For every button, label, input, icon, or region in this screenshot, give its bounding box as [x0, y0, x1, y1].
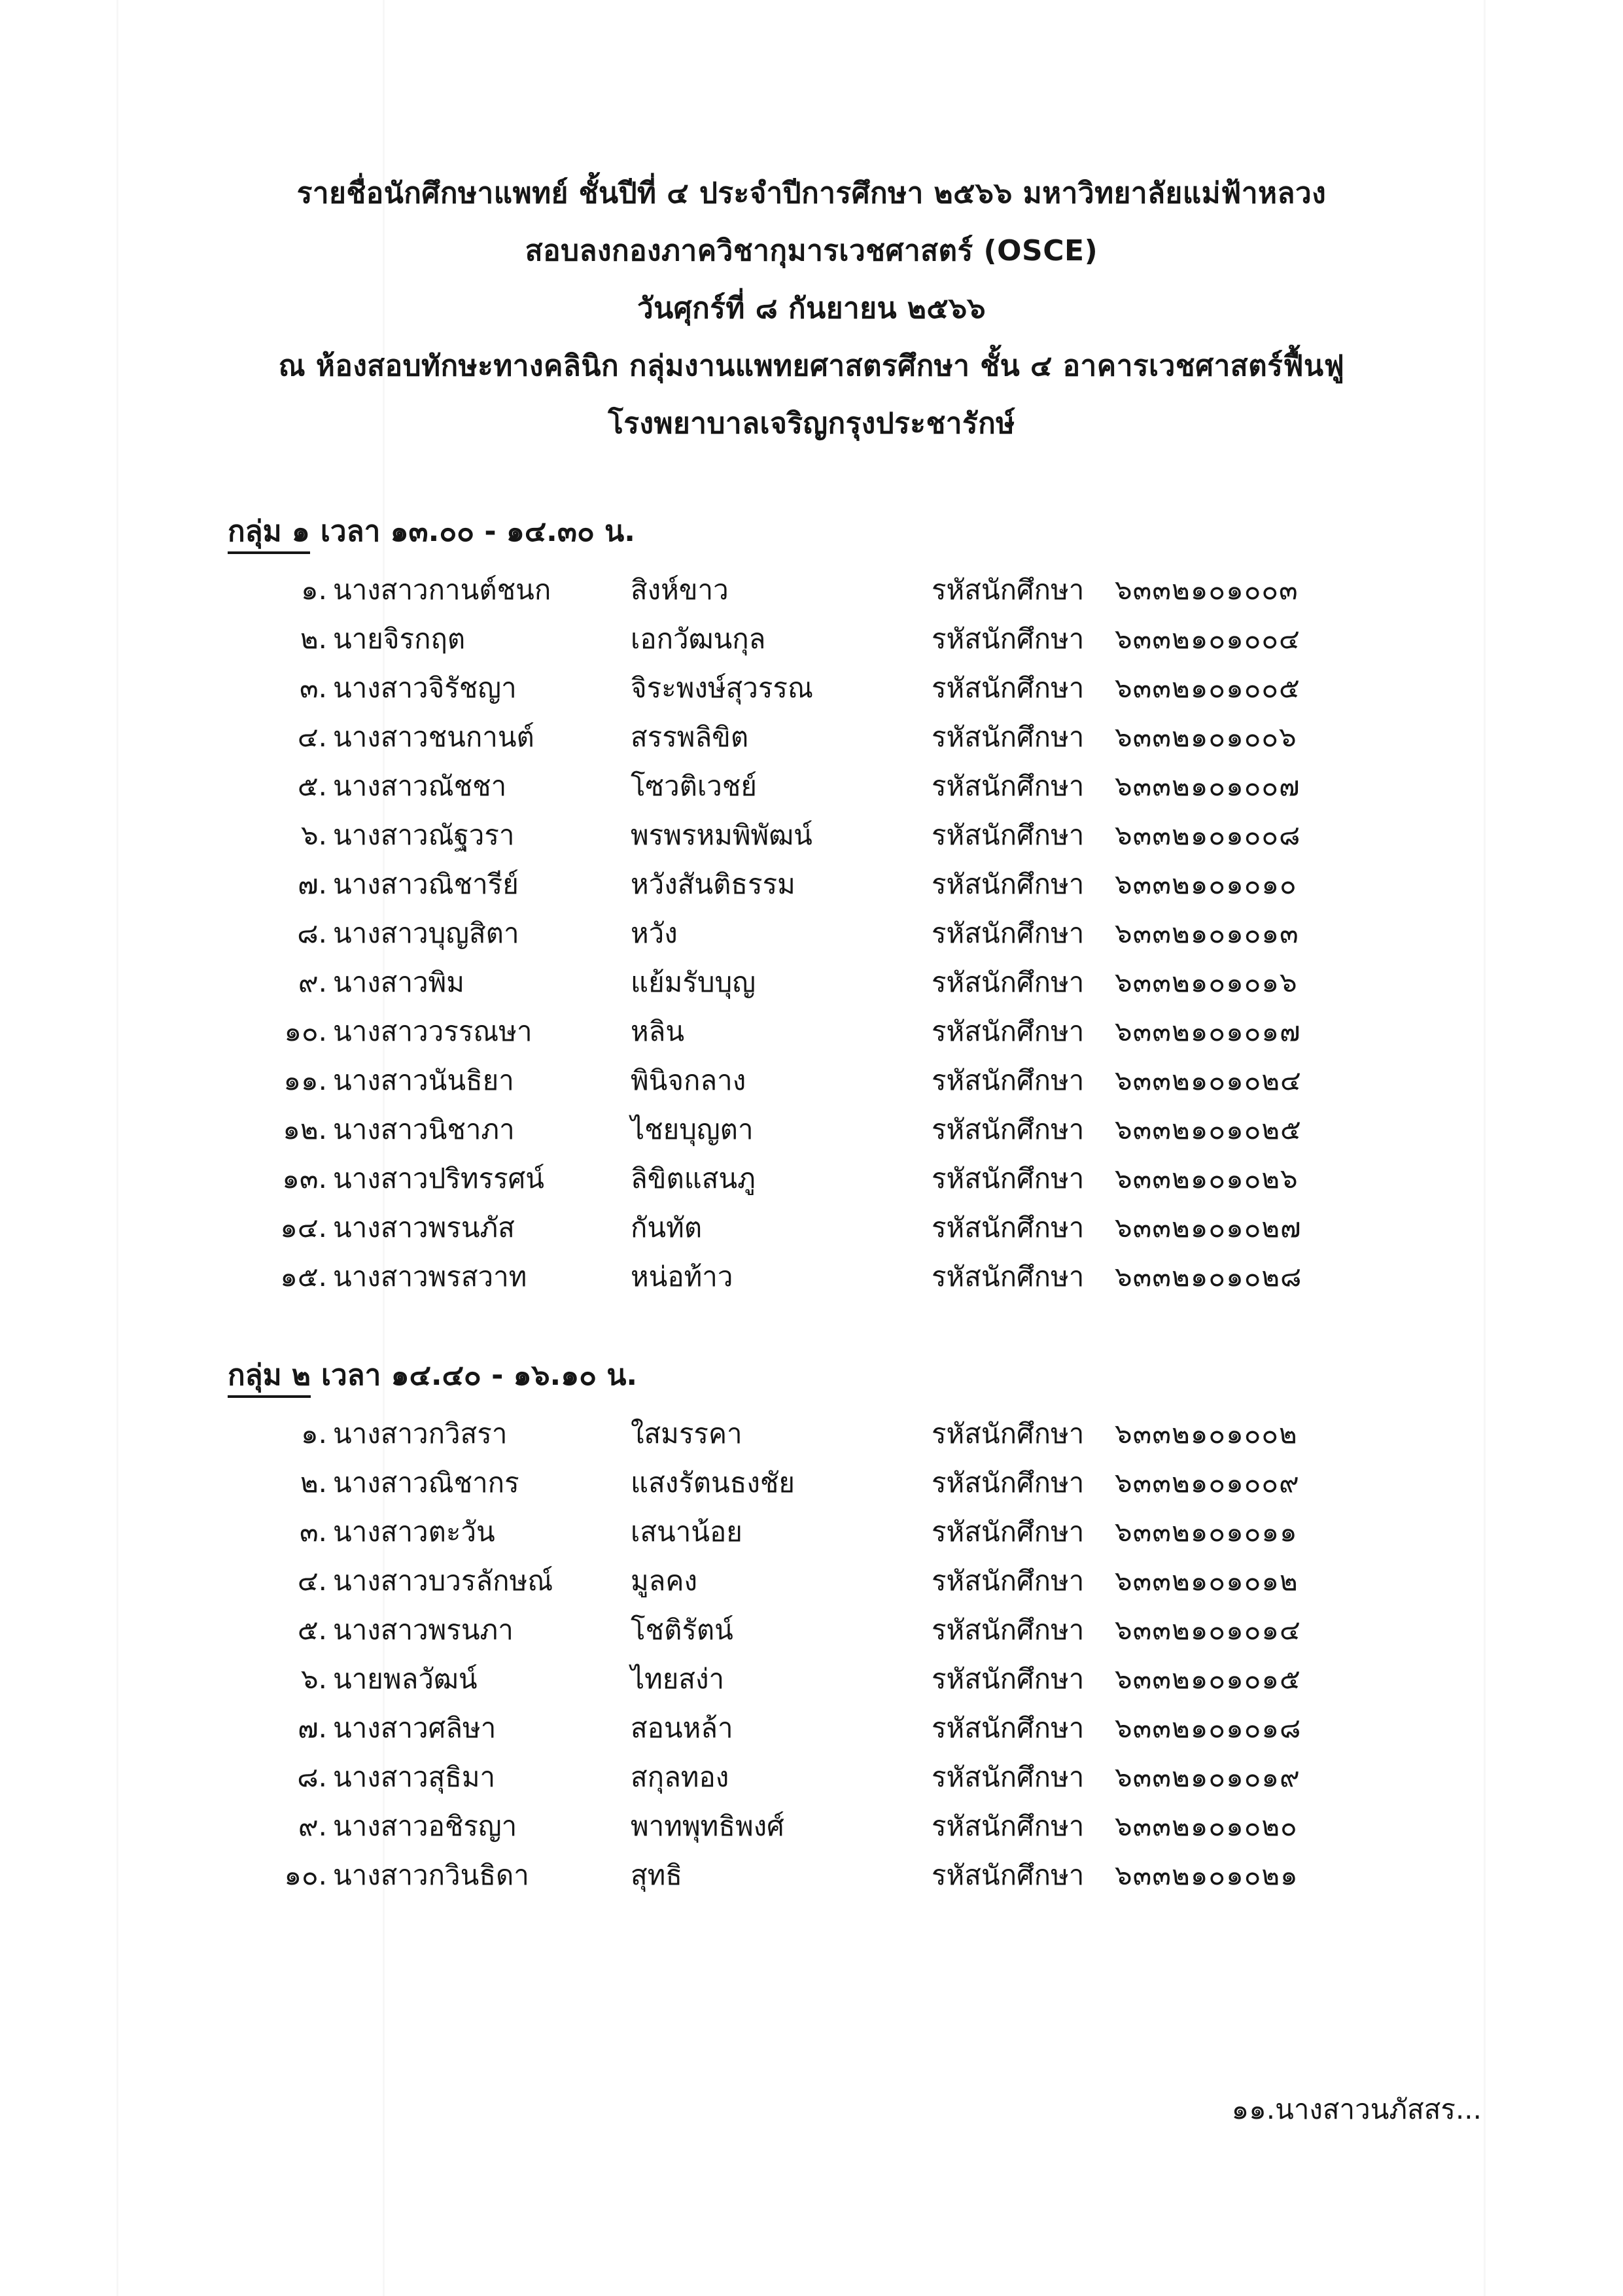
student-id-label: รหัสนักศึกษา	[932, 1015, 1085, 1047]
table-row	[262, 565, 1484, 614]
student-number: ๑๐.	[284, 1015, 327, 1047]
student-number: ๒.	[300, 622, 327, 655]
group-1-rows	[262, 565, 1484, 1301]
document-subtitle: สอบลงกองภาควิชากุมารเวชศาสตร์ (OSCE)	[525, 234, 1098, 268]
student-id-label: รหัสนักศึกษา	[932, 1260, 1085, 1293]
student-number: ๑๑.	[283, 1064, 327, 1096]
document-header	[0, 165, 1623, 453]
student-first-name: นางสาวกวิสรา	[333, 1417, 508, 1450]
student-id-value: ๖๓๓๒๑๐๑๐๐๒	[1115, 1417, 1298, 1450]
student-id-value: ๖๓๓๒๑๐๑๐๑๐	[1115, 867, 1297, 900]
student-first-name: นายพลวัฒน์	[333, 1662, 478, 1695]
student-surname: หน่อท้าว	[631, 1260, 733, 1293]
student-number: ๙.	[298, 965, 327, 998]
student-id-label: รหัสนักศึกษา	[932, 573, 1085, 606]
student-number: ๗.	[298, 1711, 327, 1744]
student-id-label: รหัสนักศึกษา	[932, 1809, 1085, 1842]
student-id-value: ๖๓๓๒๑๐๑๐๒๘	[1115, 1260, 1302, 1293]
student-surname: สกุลทอง	[631, 1760, 729, 1793]
table-row	[262, 1203, 1484, 1252]
student-id-value: ๖๓๓๒๑๐๑๐๑๙	[1115, 1760, 1300, 1793]
student-id-value: ๖๓๓๒๑๐๑๐๐๗	[1115, 769, 1300, 802]
student-surname: กันทัต	[631, 1211, 703, 1244]
group-2-heading	[228, 1355, 1484, 1409]
student-surname: สอนหล้า	[631, 1711, 733, 1744]
student-id-label: รหัสนักศึกษา	[932, 1858, 1085, 1891]
student-id-label: รหัสนักศึกษา	[932, 916, 1085, 949]
student-surname: ใสมรรคา	[631, 1417, 742, 1450]
student-id-value: ๖๓๓๒๑๐๑๐๑๘	[1115, 1711, 1302, 1744]
student-first-name: นางสาวณิชากร	[333, 1466, 519, 1499]
table-row	[262, 1752, 1484, 1801]
student-number: ๒.	[300, 1466, 327, 1499]
table-row	[262, 614, 1484, 663]
student-first-name: นางสาวบุญสิตา	[333, 916, 519, 949]
student-id-label: รหัสนักศึกษา	[932, 1613, 1085, 1646]
student-surname: พรพรหมพิพัฒน์	[631, 818, 812, 851]
student-first-name: นางสาวตะวัน	[333, 1515, 495, 1548]
student-id-label: รหัสนักศึกษา	[932, 1162, 1085, 1194]
student-id-value: ๖๓๓๒๑๐๑๐๒๐	[1115, 1809, 1298, 1842]
student-id-value: ๖๓๓๒๑๐๑๐๒๔	[1115, 1064, 1302, 1096]
table-row	[262, 1056, 1484, 1105]
student-first-name: นางสาวศลิษา	[333, 1711, 497, 1744]
group-1-section	[228, 512, 1484, 1301]
table-row	[262, 1007, 1484, 1056]
student-number: ๖.	[300, 1662, 327, 1695]
student-surname: พินิจกลาง	[631, 1064, 746, 1096]
student-number: ๓.	[299, 671, 327, 704]
student-id-label: รหัสนักศึกษา	[932, 622, 1085, 655]
table-row	[262, 1801, 1484, 1851]
student-id-value: ๖๓๓๒๑๐๑๐๐๘	[1115, 818, 1301, 851]
student-surname: หวังสันติธรรม	[631, 867, 795, 900]
student-number: ๑๓.	[282, 1162, 327, 1194]
student-number: ๕.	[297, 769, 327, 802]
student-number: ๑๔.	[280, 1211, 327, 1244]
student-surname: ไชยบุญตา	[631, 1113, 754, 1145]
table-row	[262, 1154, 1484, 1203]
student-number: ๑๒.	[283, 1113, 327, 1145]
student-id-value: ๖๓๓๒๑๐๑๐๒๗	[1115, 1211, 1302, 1244]
table-row	[262, 1556, 1484, 1605]
student-number: ๑๐.	[284, 1858, 327, 1891]
table-row	[262, 1605, 1484, 1654]
table-row	[262, 958, 1484, 1007]
student-id-value: ๖๓๓๒๑๐๑๐๐๕	[1115, 671, 1300, 704]
group-1-label: กลุ่ม ๑	[228, 515, 310, 554]
table-row	[262, 1851, 1484, 1900]
document-title: รายชื่อนักศึกษาแพทย์ ชั้นปีที่ ๔ ประจำปีการศึกษา ๒๕๖๖ มหาวิทยาลัยแม่ฟ้าหลวง	[296, 177, 1327, 210]
student-first-name: นายจิรกฤต	[333, 622, 466, 655]
student-id-label: รหัสนักศึกษา	[932, 1711, 1085, 1744]
student-first-name: นางสาวปริทรรศน์	[333, 1162, 544, 1194]
group-2-label: กลุ่ม ๒	[228, 1359, 311, 1398]
student-id-value: ๖๓๓๒๑๐๑๐๑๓	[1115, 916, 1299, 949]
group-2-time: เวลา ๑๔.๔๐ - ๑๖.๑๐ น.	[321, 1359, 638, 1392]
student-first-name: นางสาวณิชารีย์	[333, 867, 519, 900]
student-surname: พาทพุทธิพงศ์	[631, 1809, 784, 1842]
student-id-label: รหัสนักศึกษา	[932, 1064, 1085, 1096]
student-surname: จิระพงษ์สุวรรณ	[631, 671, 813, 704]
student-first-name: นางสาวนิชาภา	[333, 1113, 515, 1145]
student-id-value: ๖๓๓๒๑๐๑๐๑๔	[1115, 1613, 1301, 1646]
student-first-name: นางสาวสุธิมา	[333, 1760, 496, 1793]
student-number: ๑๕.	[280, 1260, 327, 1293]
table-row	[262, 663, 1484, 712]
student-first-name: นางสาวกวินธิดา	[333, 1858, 529, 1891]
student-surname: แย้มรับบุญ	[631, 965, 756, 998]
table-row	[262, 1458, 1484, 1507]
table-row	[262, 810, 1484, 860]
student-id-value: ๖๓๓๒๑๐๑๐๐๖	[1115, 720, 1297, 753]
student-number: ๕.	[297, 1613, 327, 1646]
student-id-label: รหัสนักศึกษา	[932, 1515, 1085, 1548]
table-row	[262, 1105, 1484, 1154]
student-surname: มูลคง	[631, 1564, 698, 1597]
student-id-label: รหัสนักศึกษา	[932, 671, 1085, 704]
table-row	[262, 909, 1484, 958]
group-2-section	[228, 1355, 1484, 1900]
student-surname: ลิขิตแสนภู	[631, 1162, 756, 1194]
student-surname: สุทธิ	[631, 1858, 682, 1891]
student-id-label: รหัสนักศึกษา	[932, 1564, 1085, 1597]
student-id-label: รหัสนักศึกษา	[932, 1211, 1085, 1244]
student-number: ๔.	[297, 720, 327, 753]
exam-date: วันศุกร์ที่ ๘ กันยายน ๒๕๖๖	[637, 292, 986, 325]
student-id-label: รหัสนักศึกษา	[932, 818, 1085, 851]
student-id-value: ๖๓๓๒๑๐๑๐๑๕	[1115, 1662, 1301, 1695]
student-first-name: นางสาวกานต์ชนก	[333, 573, 551, 606]
student-first-name: นางสาวพิม	[333, 965, 464, 998]
student-first-name: นางสาวณัชชา	[333, 769, 507, 802]
student-id-value: ๖๓๓๒๑๐๑๐๑๗	[1115, 1015, 1301, 1047]
student-surname: ไทยสง่า	[631, 1662, 725, 1695]
student-first-name: นางสาววรรณษา	[333, 1015, 532, 1047]
student-number: ๖.	[300, 818, 327, 851]
table-row	[262, 1409, 1484, 1458]
table-row	[262, 761, 1484, 810]
page-overflow-text: ๑๑.นางสาวนภัสสร...	[1231, 2093, 1482, 2125]
student-id-value: ๖๓๓๒๑๐๑๐๒๖	[1115, 1162, 1299, 1194]
student-first-name: นางสาวจิรัชญา	[333, 671, 517, 704]
exam-location-line-2: โรงพยาบาลเจริญกรุงประชารักษ์	[608, 407, 1015, 440]
student-id-label: รหัสนักศึกษา	[932, 1113, 1085, 1145]
student-id-label: รหัสนักศึกษา	[932, 1760, 1085, 1793]
student-first-name: นางสาวพรนภา	[333, 1613, 514, 1646]
student-surname: สรรพลิขิต	[631, 720, 749, 753]
student-id-label: รหัสนักศึกษา	[932, 1662, 1085, 1695]
student-number: ๗.	[298, 867, 327, 900]
student-first-name: นางสาวพรนภัส	[333, 1211, 515, 1244]
student-id-label: รหัสนักศึกษา	[932, 1466, 1085, 1499]
student-first-name: นางสาวอชิรญา	[333, 1809, 517, 1842]
student-surname: หวัง	[631, 916, 678, 949]
table-row	[262, 860, 1484, 909]
student-first-name: นางสาวนันธิยา	[333, 1064, 514, 1096]
student-id-value: ๖๓๓๒๑๐๑๐๒๑	[1115, 1858, 1299, 1891]
student-number: ๘.	[297, 916, 327, 949]
student-number: ๙.	[298, 1809, 327, 1842]
student-id-value: ๖๓๓๒๑๐๑๐๑๑	[1115, 1515, 1298, 1548]
student-id-value: ๖๓๓๒๑๐๑๐๑๖	[1115, 965, 1298, 998]
student-first-name: นางสาวบวรลักษณ์	[333, 1564, 553, 1597]
table-row	[262, 1507, 1484, 1556]
student-id-value: ๖๓๓๒๑๐๑๐๐๓	[1115, 573, 1299, 606]
student-id-label: รหัสนักศึกษา	[932, 769, 1085, 802]
table-row	[262, 1703, 1484, 1752]
student-number: ๔.	[297, 1564, 327, 1597]
student-surname: หลิน	[631, 1015, 685, 1047]
group-1-heading	[228, 512, 1484, 565]
student-first-name: นางสาวชนกานต์	[333, 720, 534, 753]
exam-location-line-1: ณ ห้องสอบทักษะทางคลินิก กลุ่มงานแพทยศาสตรศึกษา ชั้น ๔ อาคารเวชศาสตร์ฟื้นฟู	[278, 349, 1345, 383]
student-surname: เอกวัฒนกุล	[631, 622, 766, 655]
student-id-value: ๖๓๓๒๑๐๑๐๐๙	[1115, 1466, 1300, 1499]
student-surname: เสนาน้อย	[631, 1515, 742, 1548]
student-id-label: รหัสนักศึกษา	[932, 1417, 1085, 1450]
student-number: ๑.	[300, 573, 327, 606]
student-first-name: นางสาวณัฐวรา	[333, 818, 515, 851]
group-1-time: เวลา ๑๓.๐๐ - ๑๔.๓๐ น.	[320, 515, 635, 548]
student-number: ๓.	[299, 1515, 327, 1548]
student-number: ๑.	[300, 1417, 327, 1450]
student-id-value: ๖๓๓๒๑๐๑๐๒๕	[1115, 1113, 1302, 1145]
student-id-label: รหัสนักศึกษา	[932, 965, 1085, 998]
student-surname: โชติรัตน์	[631, 1613, 733, 1646]
student-surname: โซวติเวชย์	[631, 769, 757, 802]
student-surname: แสงรัตนธงชัย	[631, 1466, 795, 1499]
student-number: ๘.	[297, 1760, 327, 1793]
student-surname: สิงห์ขาว	[631, 573, 729, 606]
group-2-rows	[262, 1409, 1484, 1900]
table-row	[262, 712, 1484, 761]
student-id-value: ๖๓๓๒๑๐๑๐๑๒	[1115, 1564, 1299, 1597]
student-id-value: ๖๓๓๒๑๐๑๐๐๔	[1115, 622, 1300, 655]
student-id-label: รหัสนักศึกษา	[932, 720, 1085, 753]
table-row	[262, 1654, 1484, 1703]
table-row	[262, 1252, 1484, 1301]
student-id-label: รหัสนักศึกษา	[932, 867, 1085, 900]
student-first-name: นางสาวพรสวาท	[333, 1260, 527, 1293]
